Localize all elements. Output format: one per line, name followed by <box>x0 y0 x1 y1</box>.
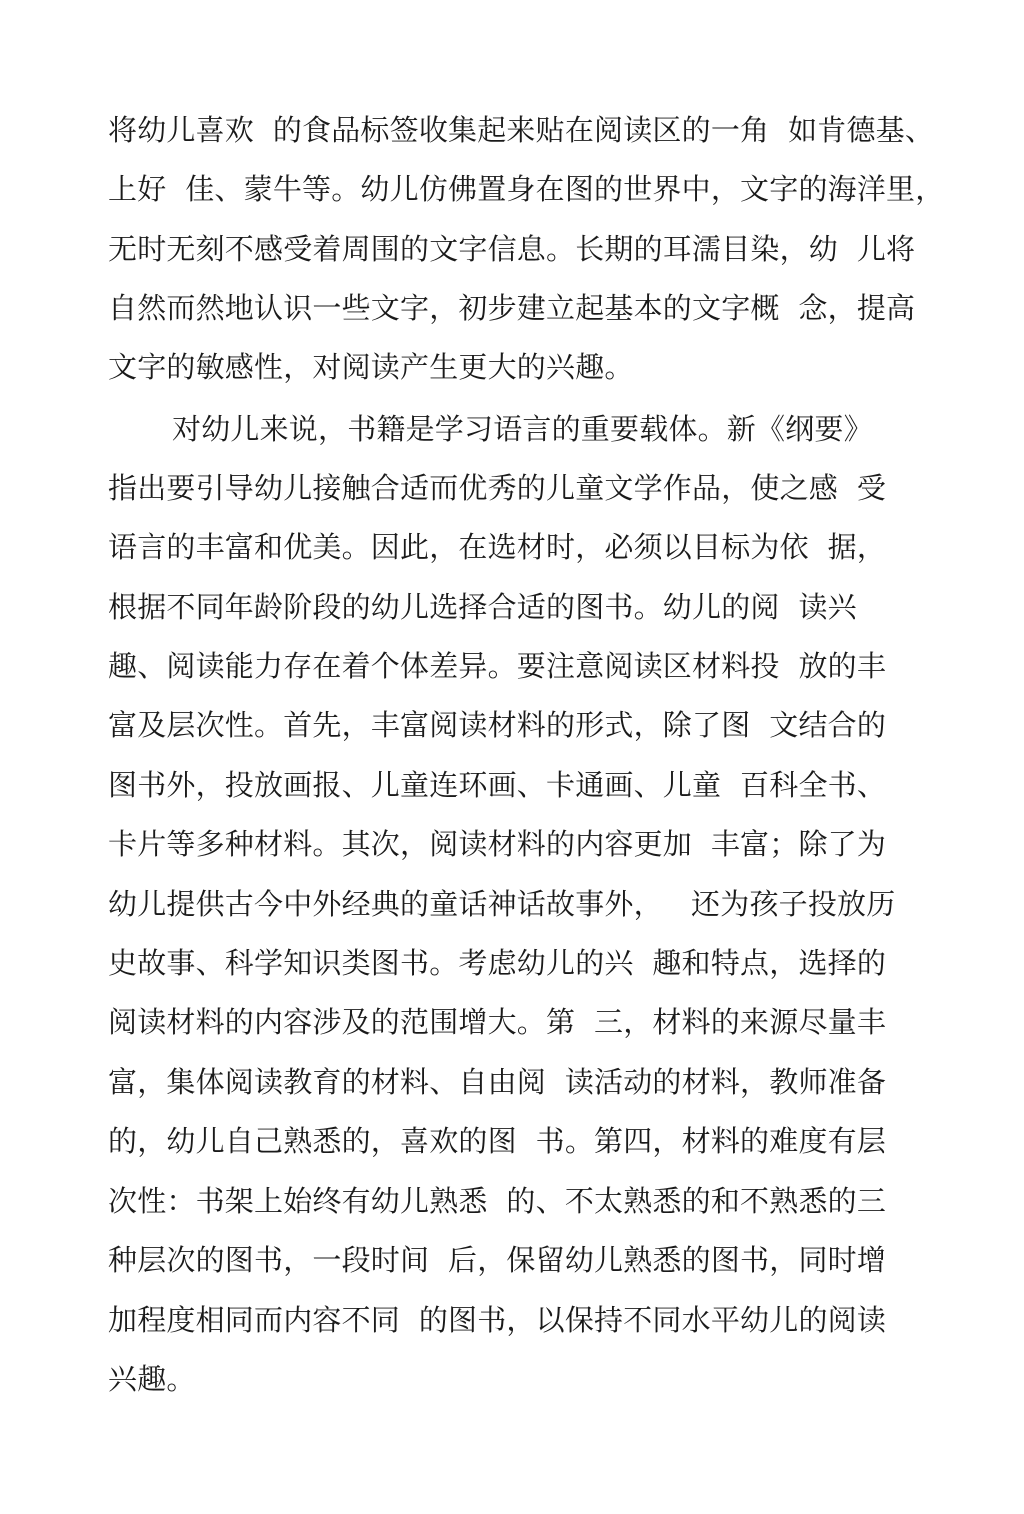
paragraph-2-line-4: 根据不同年龄阶段的幼儿选择合适的图书。幼儿的阅 读兴 <box>108 590 857 624</box>
paragraph-2-line-10: 史故事、科学知识类图书。考虑幼儿的兴 趣和特点，选择的 <box>108 946 887 980</box>
paragraph-2-line-12: 富，集体阅读教育的材料、自由阅 读活动的材料，教师准备 <box>108 1065 887 1099</box>
paragraph-1-line-1: 将幼儿喜欢 的食品标签收集起来贴在阅读区的一角 如肯德基、 <box>108 113 935 147</box>
paragraph-2-line-9: 幼儿提供古今中外经典的童话神话故事外， 还为孩子投放历 <box>108 887 896 921</box>
paragraph-2-line-17: 兴趣。 <box>108 1362 196 1396</box>
paragraph-2-line-11: 阅读材料的内容涉及的范围增大。第 三，材料的来源尽量丰 <box>108 1005 887 1039</box>
paragraph-2-line-2: 指出要引导幼儿接触合适而优秀的儿童文学作品，使之感 受 <box>108 471 887 505</box>
paragraph-2-line-16: 加程度相同而内容不同 的图书，以保持不同水平幼儿的阅读 <box>108 1303 887 1337</box>
paragraph-2-line-6: 富及层次性。首先，丰富阅读材料的形式，除了图 文结合的 <box>108 708 887 742</box>
paragraph-2-line-15: 种层次的图书，一段时间 后，保留幼儿熟悉的图书，同时增 <box>108 1243 887 1277</box>
paragraph-1-line-5: 文字的敏感性，对阅读产生更大的兴趣。 <box>108 350 634 384</box>
paragraph-2-line-1: 对幼儿来说，书籍是学习语言的重要载体。新《纲要》 <box>172 412 873 446</box>
paragraph-1-line-4: 自然而然地认识一些文字，初步建立起基本的文字概 念，提高 <box>108 291 916 325</box>
paragraph-2-line-13: 的，幼儿自己熟悉的，喜欢的图 书。第四，材料的难度有层 <box>108 1124 887 1158</box>
paragraph-1-line-2: 上好 佳、蒙牛等。幼儿仿佛置身在图的世界中，文字的海洋里， <box>108 172 945 206</box>
paragraph-1-line-3: 无时无刻不感受着周围的文字信息。长期的耳濡目染，幼 儿将 <box>108 232 916 266</box>
paragraph-2-line-7: 图书外，投放画报、儿童连环画、卡通画、儿童 百科全书、 <box>108 768 887 802</box>
paragraph-2-line-3: 语言的丰富和优美。因此，在选材时，必须以目标为依 据， <box>108 530 887 564</box>
paragraph-2-line-5: 趣、阅读能力存在着个体差异。要注意阅读区材料投 放的丰 <box>108 649 887 683</box>
paragraph-2-line-14: 次性：书架上始终有幼儿熟悉 的、不太熟悉的和不熟悉的三 <box>108 1184 887 1218</box>
paragraph-2-line-8: 卡片等多种材料。其次，阅读材料的内容更加 丰富；除了为 <box>108 827 887 861</box>
